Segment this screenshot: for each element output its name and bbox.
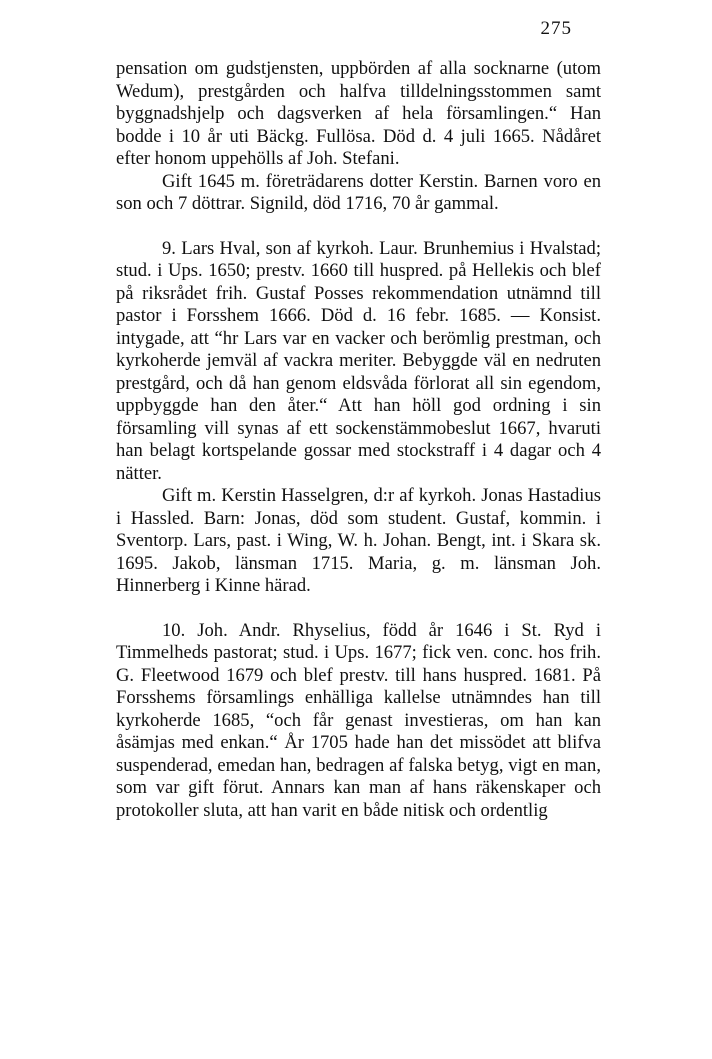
body-text [116,58,601,822]
paragraph-gap [116,598,601,620]
paragraph-p4: Gift m. Kerstin Hasselgren, d:r af kyrkoh. Jonas Hastadius i Hassled. Barn: Jonas, död som student. Gustaf, kommin. i Sventorp. Lars, past. i Wing, W. h. Johan. Bengt, int. i Skara sk. 1695. Jakob, länsman 1715. Maria, g. m. länsman Joh. Hinnerberg i Kinne härad. [116,485,601,596]
paragraph-p2: Gift 1645 m. företrädarens dotter Kerstin. Barnen voro en son och 7 döttrar. Signild, död 1716, 70 år gammal. [116,170,601,214]
paragraph-p5: 10. Joh. Andr. Rhyselius, född år 1646 i St. Ryd i Timmelheds pastorat; stud. i Ups. 1677; fick ven. conc. hos frih. G. Fleetwood 1679 och blef prestv. till hans huspred. 1681. På Forsshems församlings enhälliga kallelse utnämndes han till kyrkoherde 1685, “och får genast investieras, om han kan åsämjas med enkan.“ År 1705 hade han det missödet att blifva suspenderad, emedan han, bedragen af falska betyg, vigt en man, som var gift förut. Annars kan man af hans räkenskaper och protokoller sluta, att han varit en både nitisk och ordentlig [116,619,601,821]
paragraph-gap [116,216,601,238]
paragraph-p1: pensation om gudstjensten, uppbörden af alla socknarne (utom Wedum), prestgården och halfva tilldelningsstommen samt byggnadshjelp och dagsverken af hela församlingen.“ Han bodde i 10 år uti Bäckg. Fullösa. Död d. 4 juli 1665. Nådåret efter honom uppehölls af Joh. Stefani. [116,58,601,169]
page-number: 275 [540,18,572,39]
paragraph-p3: 9. Lars Hval, son af kyrkoh. Laur. Brunhemius i Hvalstad; stud. i Ups. 1650; prestv. 1660 till huspred. på Hellekis och blef på riksrådet frih. Gustaf Posses rekommendation utnämnd till pastor i Forsshem 1666. Död d. 16 febr. 1685. — Konsist. intygade, att “hr Lars var en vacker och berömlig prestman, och kyrkoherde jemväl af vackra meriter. Bebyggde väl en nedruten prestgård, och då han genom eldsvåda förlorat all sin egendom, uppbyggde han den åter.“ Att han höll god ordning i sin församling vill synas af ett sockenstämmobeslut 1667, hvaruti han belagt kortspelande gossar med stockstraff i 4 dagar och 4 nätter. [116,237,601,484]
